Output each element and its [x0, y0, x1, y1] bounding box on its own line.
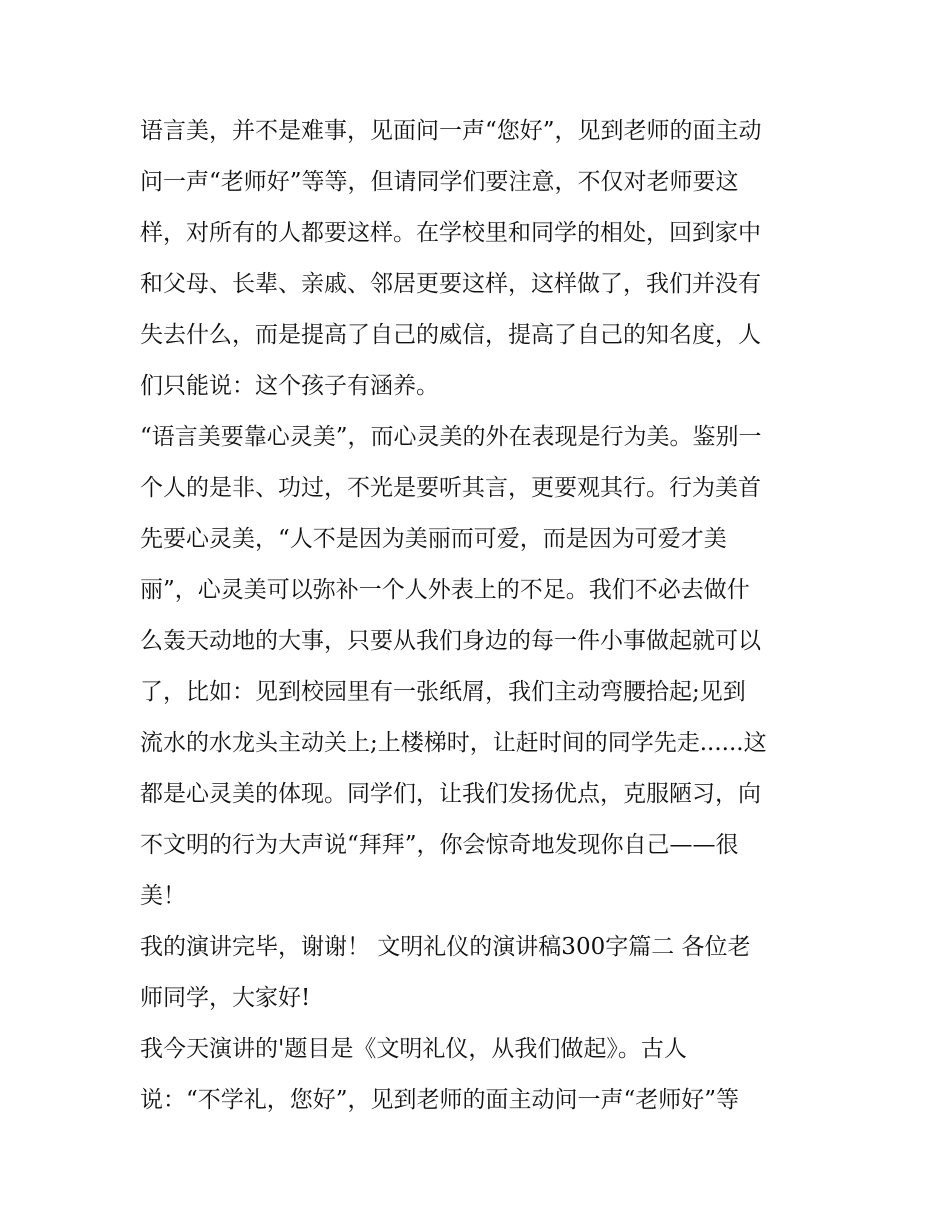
text-line: 丽”，心灵美可以弥补一个人外表上的不足。我们不必去做什	[140, 577, 750, 603]
text-line: 师同学，大家好!	[140, 985, 311, 1011]
text-line: 不文明的行为大声说“拜拜”，你会惊奇地发现你自己——很	[140, 832, 739, 858]
text-line: 先要心灵美，“人不是因为美丽而可爱，而是因为可爱才美	[140, 526, 727, 552]
text-line: 失去什么，而是提高了自己的威信，提高了自己的知名度，人	[140, 322, 761, 348]
text-line: 和父母、长辈、亲戚、邻居更要这样，这样做了，我们并没有	[140, 271, 761, 297]
text-line: 语言美，并不是难事，见面问一声“您好”，见到老师的面主动	[140, 118, 762, 144]
text-line: 个人的是非、功过，不光是要听其言，更要观其行。行为美首	[140, 475, 761, 501]
text-line: 问一声“老师好”等等，但请同学们要注意，不仅对老师要这	[140, 169, 739, 195]
text-line: 样，对所有的人都要这样。在学校里和同学的相处，回到家中	[140, 220, 761, 246]
text-line: 美！	[140, 883, 186, 909]
text-line: 了，比如：见到校园里有一张纸屑，我们主动弯腰拾起;见到	[140, 679, 746, 705]
text-line: 我今天演讲的'题目是《文明礼仪，从我们做起》。古人	[140, 1036, 687, 1062]
text-line: 流水的水龙头主动关上;上楼梯时，让赶时间的同学先走......这	[140, 730, 767, 756]
text-line: 都是心灵美的体现。同学们，让我们发扬优点，克服陋习，向	[140, 781, 761, 807]
body-text	[140, 110, 820, 1130]
text-line: 们只能说：这个孩子有涵养。	[140, 373, 439, 399]
text-line: 么轰天动地的大事，只要从我们身边的每一件小事做起就可以	[140, 628, 761, 654]
text-line: 说：“不学礼，您好”，见到老师的面主动问一声“老师好”等	[140, 1087, 740, 1113]
text-line: “语言美要靠心灵美”，而心灵美的外在表现是行为美。鉴别一	[140, 424, 762, 450]
text-line: 我的演讲完毕，谢谢！ 文明礼仪的演讲稿300字篇二 各位老	[140, 934, 751, 960]
